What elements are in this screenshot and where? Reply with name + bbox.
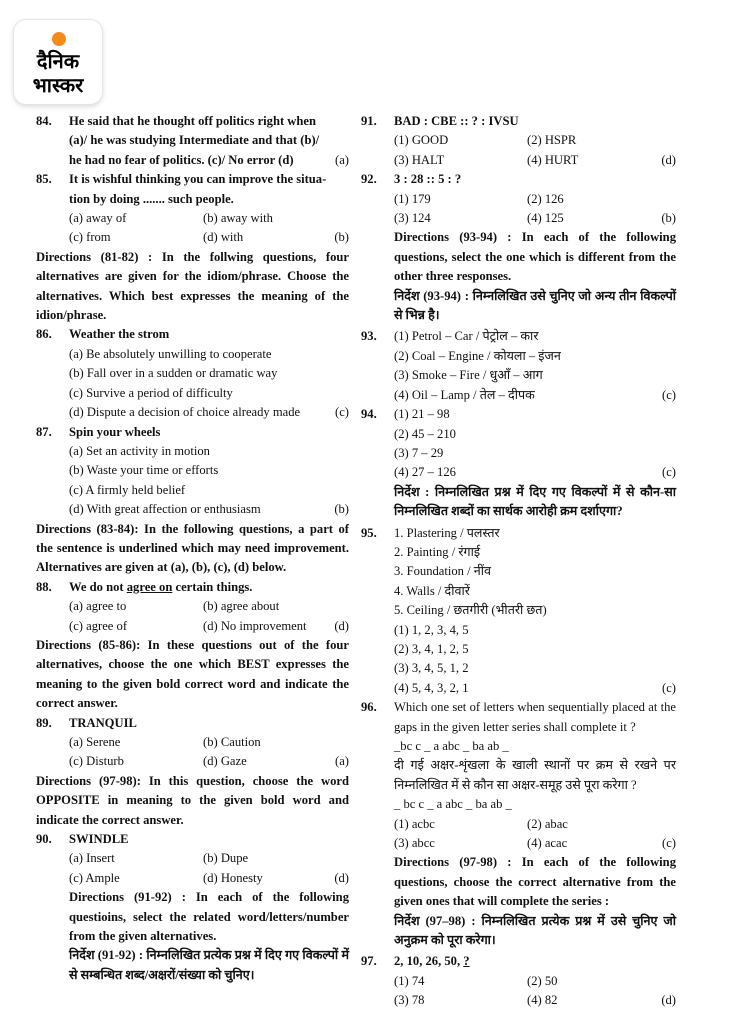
option: (3) 78 — [394, 993, 425, 1008]
question-number: 95. — [361, 525, 377, 540]
answer-key: (c) — [335, 405, 349, 420]
option: (3) abcc — [394, 836, 435, 851]
option: (b) agree about — [203, 599, 280, 614]
question-number: 89. — [36, 715, 52, 730]
answer-key: (d) — [334, 618, 349, 633]
option: (3) 3, 4, 5, 1, 2 — [394, 661, 469, 676]
question-text: He said that he thought off politics right when — [69, 114, 316, 128]
question-text: It is wishful thinking you can improve the situa- — [69, 172, 327, 187]
option — [36, 461, 349, 480]
directions-95-hindi: निर्देश : निम्नलिखित प्रश्न में दिए गए विकल्पों में से कौन-सा निम्नलिखित शब्दों का सार्थक आरोही क्रम दर्शाएगा? — [394, 484, 676, 519]
option: (b) Dupe — [203, 851, 249, 866]
option: (a) Serene — [69, 735, 121, 749]
question-text: SWINDLE — [69, 832, 129, 847]
option-text: (2) 45 – 210 — [394, 426, 456, 441]
question-number: 90. — [36, 832, 52, 847]
question-text: Spin your wheels — [69, 424, 161, 439]
answer-key: (d) — [334, 870, 349, 885]
directions-93-94-hindi: निर्देश (93-94) : निम्नलिखित उसे चुनिए जो अन्य तीन विकल्पों से भिन्न है। — [394, 288, 676, 323]
option-text: (4) Oil – Lamp / तेल – दीपक — [394, 387, 535, 402]
question-text: BAD : CBE :: ? : IVSU — [394, 114, 519, 128]
option: (d) Gaze — [203, 754, 247, 769]
question-text — [69, 578, 349, 597]
answer-key: (b) — [334, 230, 349, 245]
question-87 — [36, 423, 349, 442]
answer-key: (a) — [335, 152, 349, 167]
option-text: (a) Set an activity in motion — [69, 443, 210, 458]
option: (b) Caution — [203, 735, 261, 749]
question-95 — [361, 524, 676, 543]
options-row — [36, 209, 349, 228]
question-92 — [361, 170, 676, 189]
question-text-part: We do not — [69, 579, 127, 594]
directions-91-92: Directions (91-92) : In each of the following questioins, select the related word/letters/number from the given alternatives. — [69, 890, 349, 944]
option: (4) 125 — [527, 211, 564, 226]
dainik-bhaskar-logo — [14, 20, 102, 104]
option-text: (b) Fall over in a sudden or dramatic way — [69, 366, 278, 381]
options-row — [361, 209, 676, 228]
sun-icon — [52, 32, 66, 46]
answer-key: (d) — [661, 152, 676, 167]
option: (d) Honesty — [203, 870, 263, 885]
directions-93-94: Directions (93-94) : In each of the following questions, select the one which is different from the other three responses. — [394, 230, 676, 284]
question-97 — [361, 952, 676, 971]
option-text: (c) A firmly held belief — [69, 482, 186, 497]
answer-key: (c) — [662, 836, 676, 851]
option: (2) 126 — [527, 191, 564, 206]
option: (4) 82 — [527, 993, 558, 1008]
question-number: 84. — [36, 114, 52, 128]
option — [36, 500, 349, 519]
option: (1) 74 — [394, 973, 425, 988]
answer-key: (c) — [662, 387, 676, 402]
answer-key: (c) — [662, 680, 676, 695]
question-number: 94. — [361, 407, 377, 422]
option-text: (2) Coal – Engine / कोयला – इंजन — [394, 348, 561, 363]
question-number: 86. — [36, 327, 52, 342]
options-row — [361, 190, 676, 209]
underlined-blank: ? — [463, 954, 470, 969]
question-text: he had no fear of politics. (c)/ No error (d) — [69, 152, 294, 167]
directions-81-82: Directions (81-82) : In the follwing questions, four alternatives are given for the idiom/phrase. Choose the alternatives. Which best expresses the meaning of the idion/phrase. — [36, 249, 349, 323]
option: (c) agree of — [69, 618, 128, 633]
answer-key: (c) — [662, 465, 676, 480]
directions-97-98: Directions (97-98) : In each of the following questions, choose the correct alternative from the given ones that will complete the series : — [394, 855, 676, 909]
logo-line-1: दैनिक — [36, 49, 80, 73]
answer-key: (b) — [334, 502, 349, 517]
answer-key: (a) — [335, 754, 349, 769]
options-row — [361, 131, 676, 150]
question-93 — [361, 327, 676, 346]
option — [36, 442, 349, 461]
letter-series: _bc c _ a abc _ ba ab _ — [394, 739, 509, 753]
question-number: 93. — [361, 329, 377, 344]
option: (2) 3, 4, 1, 2, 5 — [394, 641, 469, 656]
letter-series: _ bc c _ a abc _ ba ab _ — [394, 797, 512, 812]
option: (c) Ample — [69, 870, 120, 885]
option — [36, 364, 349, 383]
option-text: (c) Survive a period of difficulty — [69, 385, 233, 400]
word-item: 5. Ceiling / छतगीरी (भीतरी छत) — [394, 603, 547, 618]
options-row — [36, 849, 349, 868]
word-item: 3. Foundation / नींव — [394, 564, 492, 579]
option: (3) HALT — [394, 152, 445, 167]
question-text-part: certain things. — [172, 579, 253, 594]
option-text: (a) Be absolutely unwilling to cooperate — [69, 346, 272, 361]
option: (2) HSPR — [527, 133, 577, 148]
question-text: 3 : 28 :: 5 : ? — [394, 172, 462, 187]
question-text: Weather the strom — [69, 327, 170, 342]
option: (1) 179 — [394, 191, 431, 206]
question-89 — [36, 714, 349, 733]
option — [36, 384, 349, 403]
options-row — [361, 834, 676, 853]
question-number: 85. — [36, 172, 52, 187]
question-text-part: 2, 10, 26, 50, — [394, 954, 464, 969]
options-row — [36, 733, 349, 752]
option: (a) agree to — [69, 599, 127, 614]
option: (1) 21 – 98 — [394, 407, 450, 422]
option — [361, 679, 676, 698]
directions-83-84: Directions (83-84): In the following questions, a part of the sentence is underlined which may need improvement. Alternatives are given at (a), (b), (c), (d) below. — [36, 521, 349, 575]
question-96 — [361, 698, 676, 737]
right-column — [361, 112, 676, 1011]
answer-key: (b) — [661, 211, 676, 226]
option — [361, 463, 676, 482]
options-row — [36, 228, 349, 247]
question-number: 88. — [36, 579, 52, 594]
option: (2) abac — [527, 816, 568, 831]
option — [361, 366, 676, 385]
option: (a) away of — [69, 211, 127, 226]
option-text: (3) 7 – 29 — [394, 445, 444, 460]
left-column — [36, 112, 349, 985]
answer-key: (d) — [661, 993, 676, 1008]
option: (c) Disturb — [69, 754, 124, 769]
question-94 — [361, 405, 676, 424]
question-number: 96. — [361, 700, 377, 715]
option: (1) GOOD — [394, 133, 449, 148]
option: (d) No improvement — [203, 618, 307, 633]
question-84 — [36, 112, 349, 170]
word-item: 4. Walls / दीवारें — [394, 583, 470, 598]
question-number: 97. — [361, 954, 377, 969]
logo-line-2: भास्कर — [32, 73, 84, 97]
option: (3) 124 — [394, 211, 431, 226]
directions-97-98: Directions (97-98): In this question, choose the word OPPOSITE in meaning to the given bold word and indicate the correct answer. — [36, 773, 349, 827]
question-number: 92. — [361, 172, 377, 187]
directions-97-98-hindi: निर्देश (97–98) : निम्नलिखित प्रत्येक प्रश्न में उसे चुनिए जो अनुक्रम को पूरा करेगा। — [394, 913, 676, 948]
question-text: tion by doing ....... such people. — [69, 191, 234, 206]
option: (1) 1, 2, 3, 4, 5 — [394, 622, 469, 637]
option: (b) away with — [203, 211, 273, 226]
word-item: 1. Plastering / पलस्तर — [394, 525, 500, 540]
question-text: (a)/ he was studying Intermediate and that (b)/ — [69, 133, 320, 148]
option — [36, 403, 349, 422]
word-item: 2. Painting / रंगाई — [394, 544, 481, 559]
question-text — [394, 952, 676, 971]
question-85 — [36, 170, 349, 209]
options-row — [36, 617, 349, 636]
options-row — [361, 991, 676, 1010]
options-row — [36, 869, 349, 888]
question-number: 91. — [361, 114, 377, 128]
option — [361, 386, 676, 405]
question-number: 87. — [36, 424, 52, 439]
question-88 — [36, 578, 349, 597]
directions-85-86: Directions (85-86): In these questions out of the four alternatives, choose the one which BEST expresses the meaning to the given bold correct word and indicate the correct answer. — [36, 637, 349, 711]
directions-91-92-hindi: निर्देश (91-92) : निम्नलिखित प्रत्येक प्रश्न में दिए गए विकल्पों में से सम्बन्धित शब्द/अक्षरों/संख्या को चुनिए। — [69, 948, 349, 982]
option — [36, 481, 349, 500]
option-text: (d) Dispute a decision of choice already made — [69, 405, 301, 420]
option: (c) from — [69, 230, 111, 245]
options-row — [361, 972, 676, 991]
question-86 — [36, 325, 349, 344]
option-text: (4) 27 – 126 — [394, 465, 456, 480]
option: (4) acac — [527, 836, 568, 851]
underlined-phrase: agree on — [126, 579, 173, 594]
option — [361, 425, 676, 444]
options-row — [361, 151, 676, 170]
option: (4) HURT — [527, 152, 579, 167]
options-row — [36, 597, 349, 616]
option — [361, 444, 676, 463]
question-90 — [36, 830, 349, 849]
option-text: (d) With great affection or enthusiasm — [69, 502, 261, 517]
question-text: Which one set of letters when sequentially placed at the gaps in the given letter series shall complete it ? — [394, 700, 676, 734]
option — [36, 345, 349, 364]
option: (1) acbc — [394, 816, 435, 831]
options-row — [361, 815, 676, 834]
option: (d) with — [203, 230, 244, 245]
options-row — [36, 752, 349, 771]
question-text: TRANQUIL — [69, 715, 137, 730]
option: (a) Insert — [69, 851, 115, 866]
question-text-hindi: दी गई अक्षर-शृंखला के खाली स्थानों पर क्रम से रखने पर निम्नलिखित में से कौन सा अक्षर-समूह उसे पूरा करेगा ? — [394, 758, 676, 792]
option: (2) 50 — [527, 973, 558, 988]
question-91 — [361, 112, 676, 131]
option-text: (4) 5, 4, 3, 2, 1 — [394, 680, 469, 695]
option: (1) Petrol – Car / पेट्रोल – कार — [394, 329, 539, 344]
option-text: (3) Smoke – Fire / धुआँ – आग — [394, 368, 543, 383]
option-text: (b) Waste your time or efforts — [69, 463, 219, 478]
option — [361, 347, 676, 366]
